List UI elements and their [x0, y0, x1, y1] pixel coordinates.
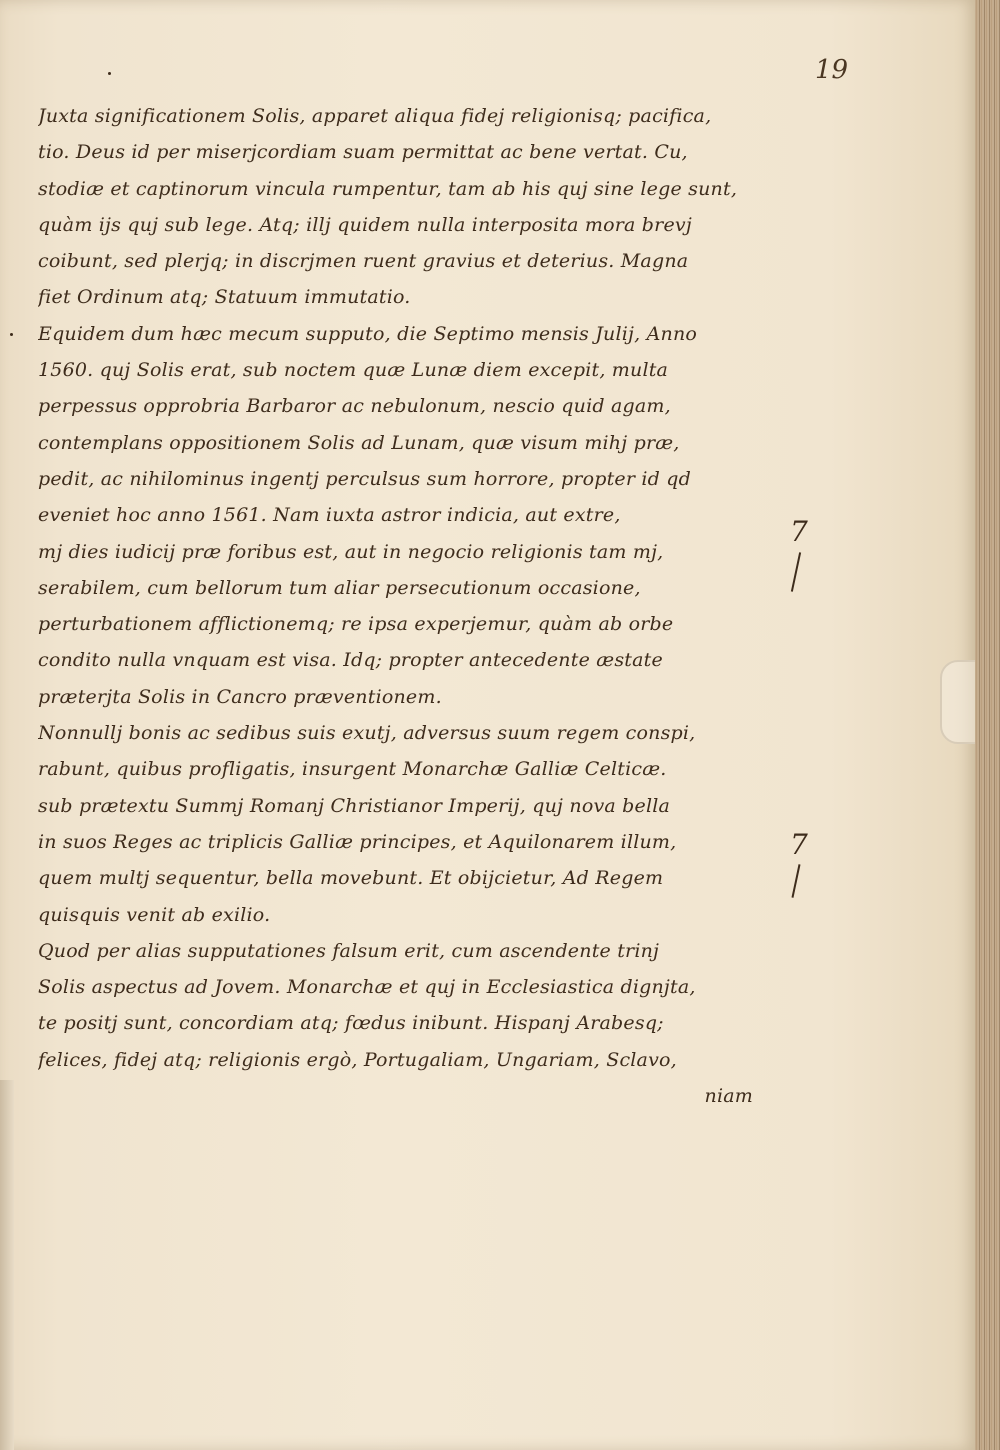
text-line: felices, fidej atq; religionis ergò, Portugaliam, Ungariam, Sclavo,: [38, 1048, 677, 1071]
text-line: fiet Ordinum atq; Statuum immutatio.: [38, 286, 411, 309]
text-line: Nonnullj bonis ac sedibus suis exutj, adversus suum regem conspi,: [38, 722, 696, 745]
marginal-stroke: [791, 552, 801, 592]
marginal-stroke: [791, 864, 800, 898]
text-line: rabunt, quibus profligatis, insurgent Monarchæ Galliæ Celticæ.: [38, 758, 667, 781]
text-line: pedit, ac nihilominus ingentj perculsus sum horrore, propter id qd: [38, 467, 691, 490]
manuscript-text: [38, 98, 783, 1114]
text-line: perpessus opprobria Barbaror ac nebulonum, nescio quid agam,: [38, 395, 671, 418]
text-line: condito nulla vnquam est visa. Idq; propter antecedente æstate: [38, 649, 663, 672]
text-line: mj dies iudicij præ foribus est, aut in negocio religionis tam mj,: [38, 540, 664, 563]
text-line: serabilem, cum bellorum tum aliar persecutionum occasione,: [38, 576, 641, 599]
ink-dot: [10, 333, 13, 336]
text-line: Solis aspectus ad Jovem. Monarchæ et quj in Ecclesiastica dignjta,: [38, 976, 696, 999]
text-line: 1560. quj Solis erat, sub noctem quæ Lunæ diem excepit, multa: [38, 359, 669, 382]
text-line: tio. Deus id per miserjcordiam suam permittat ac bene vertat. Cu,: [38, 141, 688, 164]
text-line: in suos Reges ac triplicis Galliæ principes, et Aquilonarem illum,: [38, 830, 677, 853]
text-line: te positj sunt, concordiam atq; fœdus inibunt. Hispanj Arabesq;: [38, 1012, 664, 1035]
text-line: eveniet hoc anno 1561. Nam iuxta astror indicia, aut extre,: [38, 504, 621, 527]
folio-number: 19: [815, 55, 849, 85]
text-line: Quod per alias supputationes falsum erit, cum ascendente trinj: [38, 939, 660, 962]
binding-edge: [0, 1080, 14, 1450]
text-line: perturbationem afflictionemq; re ipsa experjemur, quàm ab orbe: [38, 613, 674, 636]
page-edges: [975, 0, 1000, 1450]
text-line: Juxta significationem Solis, apparet aliqua fidej religionisq; pacifica,: [38, 105, 712, 127]
catchword: niam: [704, 1085, 753, 1108]
text-line: Equidem dum hæc mecum supputo, die Septimo mensis Julij, Anno: [38, 322, 698, 345]
text-line: quàm ijs quj sub lege. Atq; illj quidem nulla interposita mora brevj: [38, 213, 692, 236]
text-line: stodiæ et captinorum vincula rumpentur, tam ab his quj sine lege sunt,: [38, 177, 738, 200]
text-line: præterjta Solis in Cancro præventionem.: [38, 685, 442, 708]
ink-dot: [108, 72, 111, 75]
marginal-note: 7: [790, 828, 808, 861]
marginal-note: 7: [790, 515, 808, 548]
text-line: contemplans oppositionem Solis ad Lunam, quæ visum mihj præ,: [38, 431, 680, 454]
text-line: quem multj sequentur, bella movebunt. Et obijcietur, Ad Regem: [38, 867, 664, 890]
text-line: quisquis venit ab exilio.: [38, 903, 271, 926]
text-line: coibunt, sed plerjq; in discrjmen ruent gravius et deterius. Magna: [38, 250, 689, 273]
text-line: sub prætextu Summj Romanj Christianor Imperij, quj nova bella: [38, 794, 671, 817]
